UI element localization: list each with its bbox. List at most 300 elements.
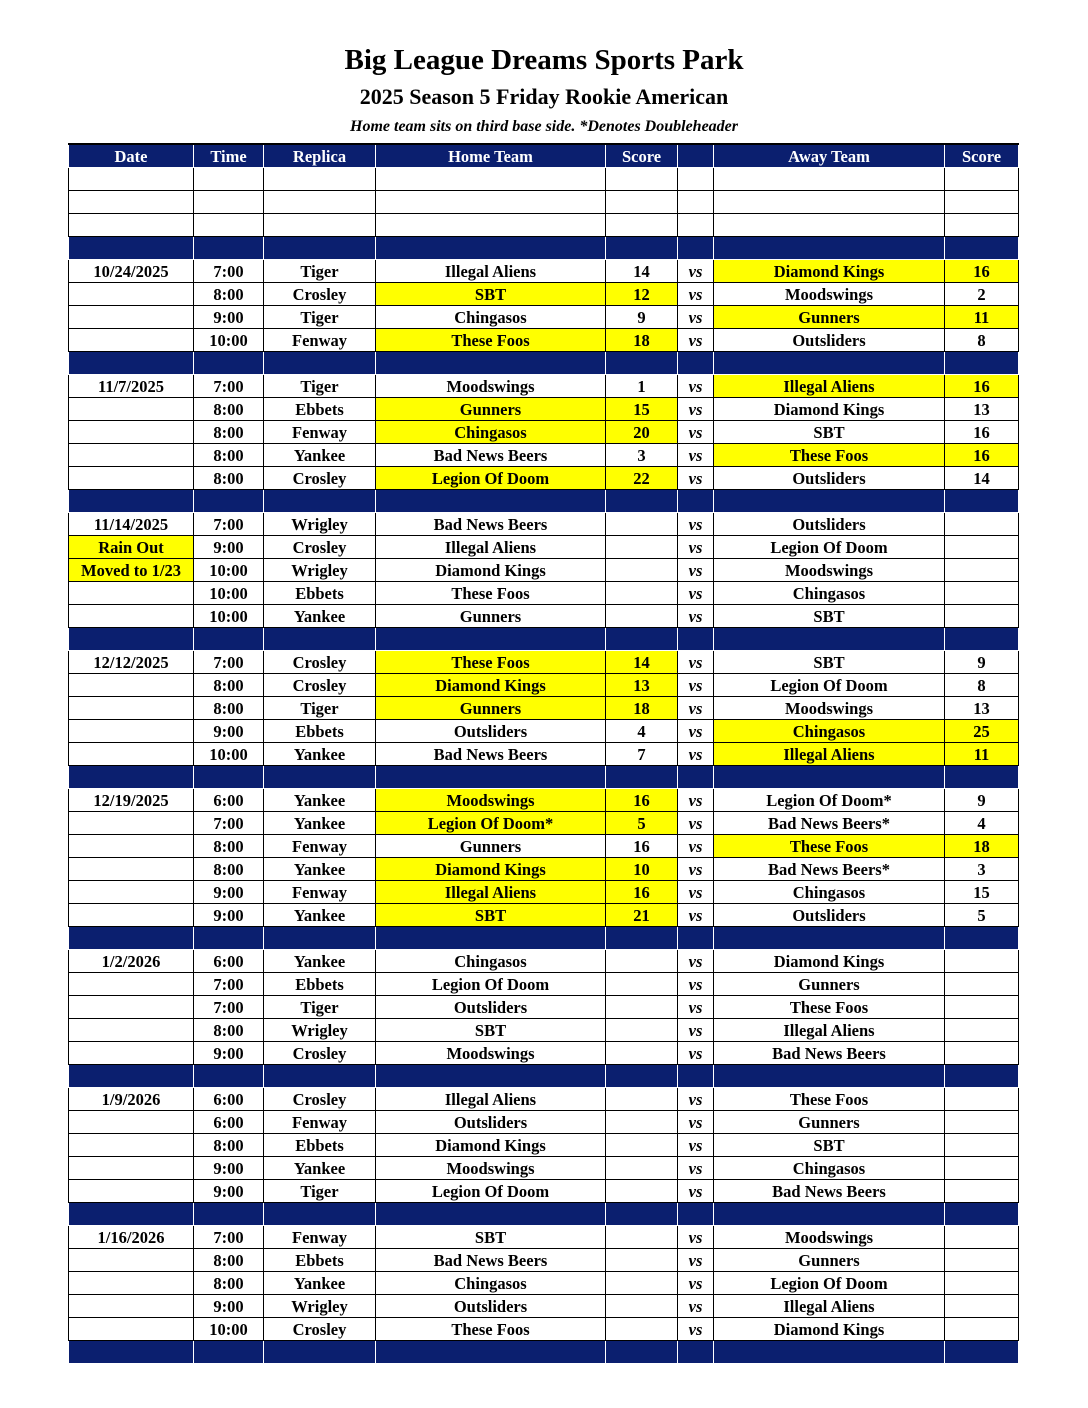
away-team: Chingasos bbox=[714, 720, 945, 743]
game-row bbox=[69, 996, 1019, 1019]
empty-cell bbox=[678, 490, 714, 513]
game-time: 7:00 bbox=[194, 996, 264, 1019]
game-date: Moved to 1/23 bbox=[69, 559, 194, 582]
empty-cell bbox=[69, 214, 194, 237]
home-score bbox=[606, 605, 678, 628]
game-row bbox=[69, 513, 1019, 536]
home-score bbox=[606, 1226, 678, 1249]
col-time: Time bbox=[194, 144, 264, 168]
empty-cell bbox=[606, 168, 678, 191]
week-separator bbox=[69, 1341, 1019, 1364]
away-score bbox=[945, 1295, 1019, 1318]
empty-cell bbox=[945, 1065, 1019, 1088]
game-date bbox=[69, 881, 194, 904]
home-team: SBT bbox=[376, 283, 606, 306]
home-score bbox=[606, 1042, 678, 1065]
game-time: 8:00 bbox=[194, 283, 264, 306]
vs-label: vs bbox=[678, 1249, 714, 1272]
empty-cell bbox=[194, 214, 264, 237]
home-team: Chingasos bbox=[376, 1272, 606, 1295]
away-team: Illegal Aliens bbox=[714, 375, 945, 398]
doubleheader-note: Home team sits on third base side. *Denotes Doubleheader bbox=[350, 118, 738, 135]
away-score bbox=[945, 1226, 1019, 1249]
empty-cell bbox=[945, 1203, 1019, 1226]
empty-cell bbox=[945, 927, 1019, 950]
empty-cell bbox=[376, 168, 606, 191]
empty-cell bbox=[714, 214, 945, 237]
game-time: 8:00 bbox=[194, 398, 264, 421]
game-time: 9:00 bbox=[194, 1157, 264, 1180]
col-away-score: Score bbox=[945, 144, 1019, 168]
home-team: Chingasos bbox=[376, 306, 606, 329]
game-date bbox=[69, 1042, 194, 1065]
away-score: 5 bbox=[945, 904, 1019, 927]
week-separator bbox=[69, 1203, 1019, 1226]
home-team: Gunners bbox=[376, 605, 606, 628]
game-date bbox=[69, 743, 194, 766]
empty-cell bbox=[264, 628, 376, 651]
game-time: 9:00 bbox=[194, 1295, 264, 1318]
col-home-score: Score bbox=[606, 144, 678, 168]
away-score bbox=[945, 1042, 1019, 1065]
empty-cell bbox=[194, 237, 264, 260]
col-vs bbox=[678, 144, 714, 168]
home-score: 1 bbox=[606, 375, 678, 398]
game-row bbox=[69, 789, 1019, 812]
home-score bbox=[606, 1249, 678, 1272]
empty-cell bbox=[678, 628, 714, 651]
game-date bbox=[69, 329, 194, 352]
game-time: 10:00 bbox=[194, 329, 264, 352]
empty-cell bbox=[714, 237, 945, 260]
empty-cell bbox=[714, 490, 945, 513]
game-row bbox=[69, 858, 1019, 881]
home-score bbox=[606, 1111, 678, 1134]
game-time: 8:00 bbox=[194, 674, 264, 697]
home-team: Gunners bbox=[376, 398, 606, 421]
empty-cell bbox=[945, 352, 1019, 375]
empty-cell bbox=[264, 191, 376, 214]
empty-cell bbox=[606, 1065, 678, 1088]
away-team: SBT bbox=[714, 605, 945, 628]
empty-cell bbox=[945, 237, 1019, 260]
game-date bbox=[69, 973, 194, 996]
away-team: Illegal Aliens bbox=[714, 743, 945, 766]
game-row bbox=[69, 720, 1019, 743]
game-date bbox=[69, 1134, 194, 1157]
vs-label: vs bbox=[678, 720, 714, 743]
away-score bbox=[945, 1272, 1019, 1295]
game-replica: Ebbets bbox=[264, 720, 376, 743]
game-time: 10:00 bbox=[194, 559, 264, 582]
home-team: Diamond Kings bbox=[376, 858, 606, 881]
empty-cell bbox=[69, 490, 194, 513]
blank-row bbox=[69, 214, 1019, 237]
away-team: Diamond Kings bbox=[714, 260, 945, 283]
empty-cell bbox=[678, 1341, 714, 1364]
vs-label: vs bbox=[678, 306, 714, 329]
home-score: 5 bbox=[606, 812, 678, 835]
empty-cell bbox=[264, 1065, 376, 1088]
game-time: 8:00 bbox=[194, 697, 264, 720]
home-team: Legion Of Doom bbox=[376, 973, 606, 996]
vs-label: vs bbox=[678, 697, 714, 720]
home-team: Bad News Beers bbox=[376, 1249, 606, 1272]
empty-cell bbox=[606, 766, 678, 789]
empty-cell bbox=[69, 191, 194, 214]
away-team: Illegal Aliens bbox=[714, 1295, 945, 1318]
game-date: 12/19/2025 bbox=[69, 789, 194, 812]
away-team: These Foos bbox=[714, 1088, 945, 1111]
empty-cell bbox=[376, 766, 606, 789]
game-row bbox=[69, 398, 1019, 421]
away-score: 3 bbox=[945, 858, 1019, 881]
game-time: 6:00 bbox=[194, 789, 264, 812]
game-date bbox=[69, 605, 194, 628]
away-score bbox=[945, 996, 1019, 1019]
home-team: Gunners bbox=[376, 835, 606, 858]
away-team: Bad News Beers bbox=[714, 1042, 945, 1065]
game-date bbox=[69, 674, 194, 697]
game-row bbox=[69, 1180, 1019, 1203]
week-separator bbox=[69, 352, 1019, 375]
page-title: Big League Dreams Sports Park bbox=[344, 44, 744, 76]
game-replica: Yankee bbox=[264, 743, 376, 766]
vs-label: vs bbox=[678, 1088, 714, 1111]
empty-cell bbox=[714, 352, 945, 375]
home-score bbox=[606, 1318, 678, 1341]
game-row bbox=[69, 835, 1019, 858]
game-time: 8:00 bbox=[194, 421, 264, 444]
vs-label: vs bbox=[678, 881, 714, 904]
empty-cell bbox=[606, 191, 678, 214]
col-replica: Replica bbox=[264, 144, 376, 168]
away-score bbox=[945, 1088, 1019, 1111]
game-row bbox=[69, 1226, 1019, 1249]
empty-cell bbox=[678, 1203, 714, 1226]
vs-label: vs bbox=[678, 835, 714, 858]
vs-label: vs bbox=[678, 674, 714, 697]
away-team: Legion Of Doom bbox=[714, 536, 945, 559]
game-replica: Crosley bbox=[264, 1042, 376, 1065]
home-score: 3 bbox=[606, 444, 678, 467]
game-time: 7:00 bbox=[194, 1226, 264, 1249]
week-separator bbox=[69, 927, 1019, 950]
away-score bbox=[945, 559, 1019, 582]
away-team: Legion Of Doom bbox=[714, 674, 945, 697]
game-replica: Tiger bbox=[264, 260, 376, 283]
home-score bbox=[606, 1272, 678, 1295]
away-score: 14 bbox=[945, 467, 1019, 490]
away-score: 4 bbox=[945, 812, 1019, 835]
game-date: 12/12/2025 bbox=[69, 651, 194, 674]
empty-cell bbox=[376, 214, 606, 237]
empty-cell bbox=[264, 168, 376, 191]
home-score: 21 bbox=[606, 904, 678, 927]
empty-cell bbox=[714, 1341, 945, 1364]
vs-label: vs bbox=[678, 1019, 714, 1042]
home-score: 13 bbox=[606, 674, 678, 697]
empty-cell bbox=[376, 191, 606, 214]
home-team: Outsliders bbox=[376, 720, 606, 743]
game-time: 8:00 bbox=[194, 1272, 264, 1295]
away-score: 16 bbox=[945, 421, 1019, 444]
week-separator bbox=[69, 628, 1019, 651]
home-score: 22 bbox=[606, 467, 678, 490]
away-score: 13 bbox=[945, 398, 1019, 421]
away-score bbox=[945, 1157, 1019, 1180]
game-row bbox=[69, 1088, 1019, 1111]
game-time: 7:00 bbox=[194, 973, 264, 996]
game-replica: Wrigley bbox=[264, 513, 376, 536]
game-time: 6:00 bbox=[194, 1111, 264, 1134]
vs-label: vs bbox=[678, 1226, 714, 1249]
away-score: 9 bbox=[945, 789, 1019, 812]
game-date: 1/2/2026 bbox=[69, 950, 194, 973]
empty-cell bbox=[264, 214, 376, 237]
game-time: 7:00 bbox=[194, 260, 264, 283]
home-team: Legion Of Doom bbox=[376, 1180, 606, 1203]
away-team: Chingasos bbox=[714, 582, 945, 605]
vs-label: vs bbox=[678, 421, 714, 444]
home-score: 12 bbox=[606, 283, 678, 306]
empty-cell bbox=[606, 352, 678, 375]
season-subtitle: 2025 Season 5 Friday Rookie American bbox=[359, 84, 729, 109]
away-score: 11 bbox=[945, 306, 1019, 329]
game-time: 8:00 bbox=[194, 835, 264, 858]
home-score: 18 bbox=[606, 329, 678, 352]
schedule-table bbox=[68, 143, 1019, 1364]
game-replica: Crosley bbox=[264, 651, 376, 674]
game-date bbox=[69, 1295, 194, 1318]
empty-cell bbox=[714, 1203, 945, 1226]
vs-label: vs bbox=[678, 789, 714, 812]
game-date bbox=[69, 1111, 194, 1134]
away-score bbox=[945, 582, 1019, 605]
away-team: Gunners bbox=[714, 973, 945, 996]
empty-cell bbox=[945, 214, 1019, 237]
home-team: Moodswings bbox=[376, 1042, 606, 1065]
vs-label: vs bbox=[678, 1180, 714, 1203]
away-team: Outsliders bbox=[714, 513, 945, 536]
game-replica: Crosley bbox=[264, 467, 376, 490]
game-time: 10:00 bbox=[194, 1318, 264, 1341]
game-replica: Crosley bbox=[264, 1318, 376, 1341]
empty-cell bbox=[714, 191, 945, 214]
away-score bbox=[945, 1111, 1019, 1134]
home-score: 15 bbox=[606, 398, 678, 421]
game-date: 1/9/2026 bbox=[69, 1088, 194, 1111]
empty-cell bbox=[606, 214, 678, 237]
home-team: Diamond Kings bbox=[376, 674, 606, 697]
vs-label: vs bbox=[678, 651, 714, 674]
away-score: 16 bbox=[945, 444, 1019, 467]
vs-label: vs bbox=[678, 973, 714, 996]
home-score bbox=[606, 1295, 678, 1318]
home-team: Chingasos bbox=[376, 421, 606, 444]
game-replica: Fenway bbox=[264, 835, 376, 858]
game-replica: Fenway bbox=[264, 1226, 376, 1249]
empty-cell bbox=[69, 766, 194, 789]
game-date bbox=[69, 1272, 194, 1295]
game-replica: Fenway bbox=[264, 421, 376, 444]
game-time: 8:00 bbox=[194, 1134, 264, 1157]
game-replica: Crosley bbox=[264, 674, 376, 697]
vs-label: vs bbox=[678, 1134, 714, 1157]
game-row bbox=[69, 1157, 1019, 1180]
away-team: SBT bbox=[714, 1134, 945, 1157]
away-score: 16 bbox=[945, 375, 1019, 398]
game-row bbox=[69, 812, 1019, 835]
empty-cell bbox=[714, 1065, 945, 1088]
game-date bbox=[69, 1180, 194, 1203]
game-replica: Wrigley bbox=[264, 1295, 376, 1318]
away-team: Legion Of Doom bbox=[714, 1272, 945, 1295]
home-team: Legion Of Doom* bbox=[376, 812, 606, 835]
game-date bbox=[69, 582, 194, 605]
vs-label: vs bbox=[678, 283, 714, 306]
empty-cell bbox=[69, 237, 194, 260]
empty-cell bbox=[945, 766, 1019, 789]
empty-cell bbox=[69, 1341, 194, 1364]
away-team: Bad News Beers* bbox=[714, 812, 945, 835]
empty-cell bbox=[678, 168, 714, 191]
game-row bbox=[69, 1134, 1019, 1157]
game-replica: Yankee bbox=[264, 605, 376, 628]
vs-label: vs bbox=[678, 1111, 714, 1134]
game-time: 8:00 bbox=[194, 467, 264, 490]
home-team: Diamond Kings bbox=[376, 1134, 606, 1157]
away-team: Outsliders bbox=[714, 467, 945, 490]
vs-label: vs bbox=[678, 1042, 714, 1065]
away-score bbox=[945, 1249, 1019, 1272]
game-time: 8:00 bbox=[194, 858, 264, 881]
game-date: 1/16/2026 bbox=[69, 1226, 194, 1249]
game-replica: Crosley bbox=[264, 1088, 376, 1111]
home-team: Legion Of Doom bbox=[376, 467, 606, 490]
game-replica: Yankee bbox=[264, 950, 376, 973]
empty-cell bbox=[678, 237, 714, 260]
game-row bbox=[69, 1019, 1019, 1042]
game-time: 9:00 bbox=[194, 1180, 264, 1203]
away-score bbox=[945, 950, 1019, 973]
away-team: Diamond Kings bbox=[714, 398, 945, 421]
home-score bbox=[606, 973, 678, 996]
game-date: 11/7/2025 bbox=[69, 375, 194, 398]
home-score: 16 bbox=[606, 789, 678, 812]
game-time: 9:00 bbox=[194, 536, 264, 559]
week-separator bbox=[69, 237, 1019, 260]
game-replica: Yankee bbox=[264, 858, 376, 881]
away-score: 18 bbox=[945, 835, 1019, 858]
home-score bbox=[606, 1134, 678, 1157]
empty-cell bbox=[194, 927, 264, 950]
game-date bbox=[69, 467, 194, 490]
game-date bbox=[69, 1019, 194, 1042]
empty-cell bbox=[714, 766, 945, 789]
home-score: 16 bbox=[606, 835, 678, 858]
away-team: Outsliders bbox=[714, 329, 945, 352]
empty-cell bbox=[945, 1341, 1019, 1364]
home-score bbox=[606, 996, 678, 1019]
away-team: Bad News Beers* bbox=[714, 858, 945, 881]
empty-cell bbox=[194, 1341, 264, 1364]
game-replica: Fenway bbox=[264, 881, 376, 904]
game-replica: Yankee bbox=[264, 1272, 376, 1295]
vs-label: vs bbox=[678, 1295, 714, 1318]
game-date bbox=[69, 904, 194, 927]
vs-label: vs bbox=[678, 513, 714, 536]
empty-cell bbox=[194, 766, 264, 789]
game-date bbox=[69, 1157, 194, 1180]
vs-label: vs bbox=[678, 858, 714, 881]
empty-cell bbox=[264, 490, 376, 513]
away-team: Gunners bbox=[714, 1111, 945, 1134]
away-team: Diamond Kings bbox=[714, 950, 945, 973]
away-score: 2 bbox=[945, 283, 1019, 306]
home-score bbox=[606, 1180, 678, 1203]
vs-label: vs bbox=[678, 536, 714, 559]
week-separator bbox=[69, 766, 1019, 789]
home-team: Illegal Aliens bbox=[376, 536, 606, 559]
away-team: SBT bbox=[714, 421, 945, 444]
game-time: 7:00 bbox=[194, 651, 264, 674]
game-replica: Wrigley bbox=[264, 1019, 376, 1042]
game-time: 8:00 bbox=[194, 444, 264, 467]
game-date bbox=[69, 812, 194, 835]
home-team: Illegal Aliens bbox=[376, 260, 606, 283]
game-date bbox=[69, 858, 194, 881]
away-score: 8 bbox=[945, 329, 1019, 352]
game-row bbox=[69, 743, 1019, 766]
game-replica: Fenway bbox=[264, 329, 376, 352]
away-team: Bad News Beers bbox=[714, 1180, 945, 1203]
home-score: 4 bbox=[606, 720, 678, 743]
away-team: Moodswings bbox=[714, 1226, 945, 1249]
home-team: SBT bbox=[376, 904, 606, 927]
empty-cell bbox=[606, 1341, 678, 1364]
game-date: 10/24/2025 bbox=[69, 260, 194, 283]
home-score: 14 bbox=[606, 651, 678, 674]
game-row bbox=[69, 1318, 1019, 1341]
empty-cell bbox=[69, 352, 194, 375]
game-row bbox=[69, 329, 1019, 352]
empty-cell bbox=[945, 490, 1019, 513]
away-score bbox=[945, 1180, 1019, 1203]
away-team: Chingasos bbox=[714, 1157, 945, 1180]
vs-label: vs bbox=[678, 398, 714, 421]
home-score: 10 bbox=[606, 858, 678, 881]
game-time: 8:00 bbox=[194, 1019, 264, 1042]
game-replica: Yankee bbox=[264, 812, 376, 835]
game-time: 7:00 bbox=[194, 375, 264, 398]
game-row bbox=[69, 881, 1019, 904]
empty-cell bbox=[194, 628, 264, 651]
home-score: 18 bbox=[606, 697, 678, 720]
home-score bbox=[606, 1088, 678, 1111]
away-team: Chingasos bbox=[714, 881, 945, 904]
empty-cell bbox=[69, 168, 194, 191]
game-date bbox=[69, 283, 194, 306]
game-time: 9:00 bbox=[194, 881, 264, 904]
game-row bbox=[69, 973, 1019, 996]
game-replica: Crosley bbox=[264, 283, 376, 306]
empty-cell bbox=[945, 168, 1019, 191]
home-team: Bad News Beers bbox=[376, 513, 606, 536]
empty-cell bbox=[194, 191, 264, 214]
game-replica: Wrigley bbox=[264, 559, 376, 582]
empty-cell bbox=[714, 628, 945, 651]
